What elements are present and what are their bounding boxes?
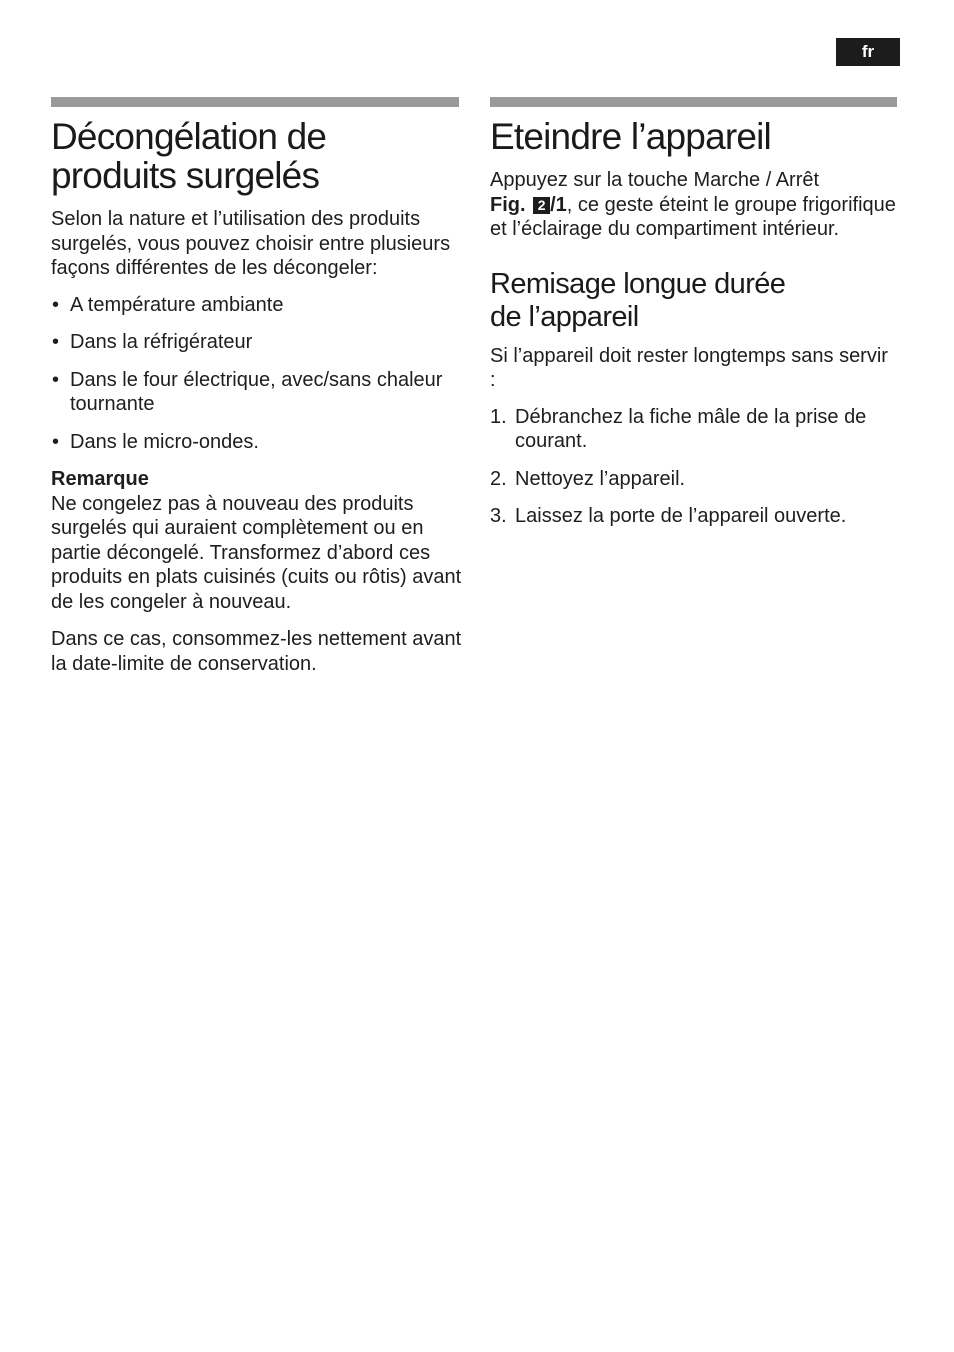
list-item-text: Dans le micro-ondes. (70, 430, 259, 453)
step-number: 3. (490, 505, 507, 527)
list-item-text: A température ambiante (70, 293, 284, 316)
bullet-icon: • (52, 368, 60, 391)
storage-intro: Si l’appareil doit rester longtemps sans servir : (490, 344, 888, 391)
step-text: Débranchez la fiche mâle de la prise de courant. (515, 405, 867, 452)
section-thawing (51, 97, 463, 676)
list-item (51, 330, 463, 355)
list-item (490, 405, 898, 454)
bullet-icon: • (52, 293, 60, 316)
note-title: Remarque (51, 468, 149, 490)
section-title-switch-off: Eteindre l’appareil (490, 116, 771, 157)
title-line: produits surgelés (51, 155, 320, 196)
step-text: Laissez la porte de l’appareil ouverte. (515, 505, 847, 527)
title-line: Décongélation de (51, 116, 327, 157)
list-item-text: Dans le four électrique, avec/sans chaleur tournante (70, 368, 443, 415)
subtitle-line: de l’appareil (490, 300, 639, 333)
step-number: 1. (490, 405, 507, 428)
figure-suffix: /1 (550, 193, 567, 216)
list-item (51, 368, 463, 417)
list-item (51, 293, 463, 318)
paragraph-text: , ce geste éteint le groupe frigorifique et l’éclairage du compartiment intérieur. (490, 193, 896, 240)
section-title-thawing (51, 117, 463, 195)
bullet-icon: • (52, 331, 60, 353)
figure-label: Fig. (490, 193, 526, 216)
paragraph-text: Appuyez sur la touche Marche / Arrêt (490, 169, 820, 191)
list-item (490, 504, 898, 529)
section-title-long-term-storage (490, 268, 898, 334)
step-number: 2. (490, 467, 507, 490)
list-item-text: Dans la réfrigérateur (70, 331, 253, 353)
bullet-icon: • (52, 430, 60, 453)
thawing-methods-list (51, 293, 463, 455)
intro-paragraph: Selon la nature et l’utilisation des produits surgelés, vous pouvez choisir entre plusieurs façons différentes de les décongeler: (51, 208, 451, 279)
list-item (490, 467, 898, 492)
list-item (51, 430, 463, 455)
section-rule (490, 97, 897, 107)
section-switch-off (490, 97, 898, 542)
step-text: Nettoyez l’appareil. (515, 467, 686, 490)
figure-number-badge: 2 (533, 197, 550, 214)
switch-off-paragraph (490, 168, 898, 242)
subtitle-line: Remisage longue durée (490, 267, 786, 300)
language-badge: fr (836, 38, 900, 66)
storage-steps-list (490, 405, 898, 529)
note-paragraph-2: Dans ce cas, consommez-les nettement avant la date-limite de conservation. (51, 628, 462, 675)
note-paragraph: Ne congelez pas à nouveau des produits surgelés qui auraient complètement ou en partie décongelé. Transformez d’abord ces produits en plats cuisinés (cuits ou rôtis) avant de les congeler à nouveau. (51, 492, 462, 613)
section-rule (51, 97, 459, 107)
